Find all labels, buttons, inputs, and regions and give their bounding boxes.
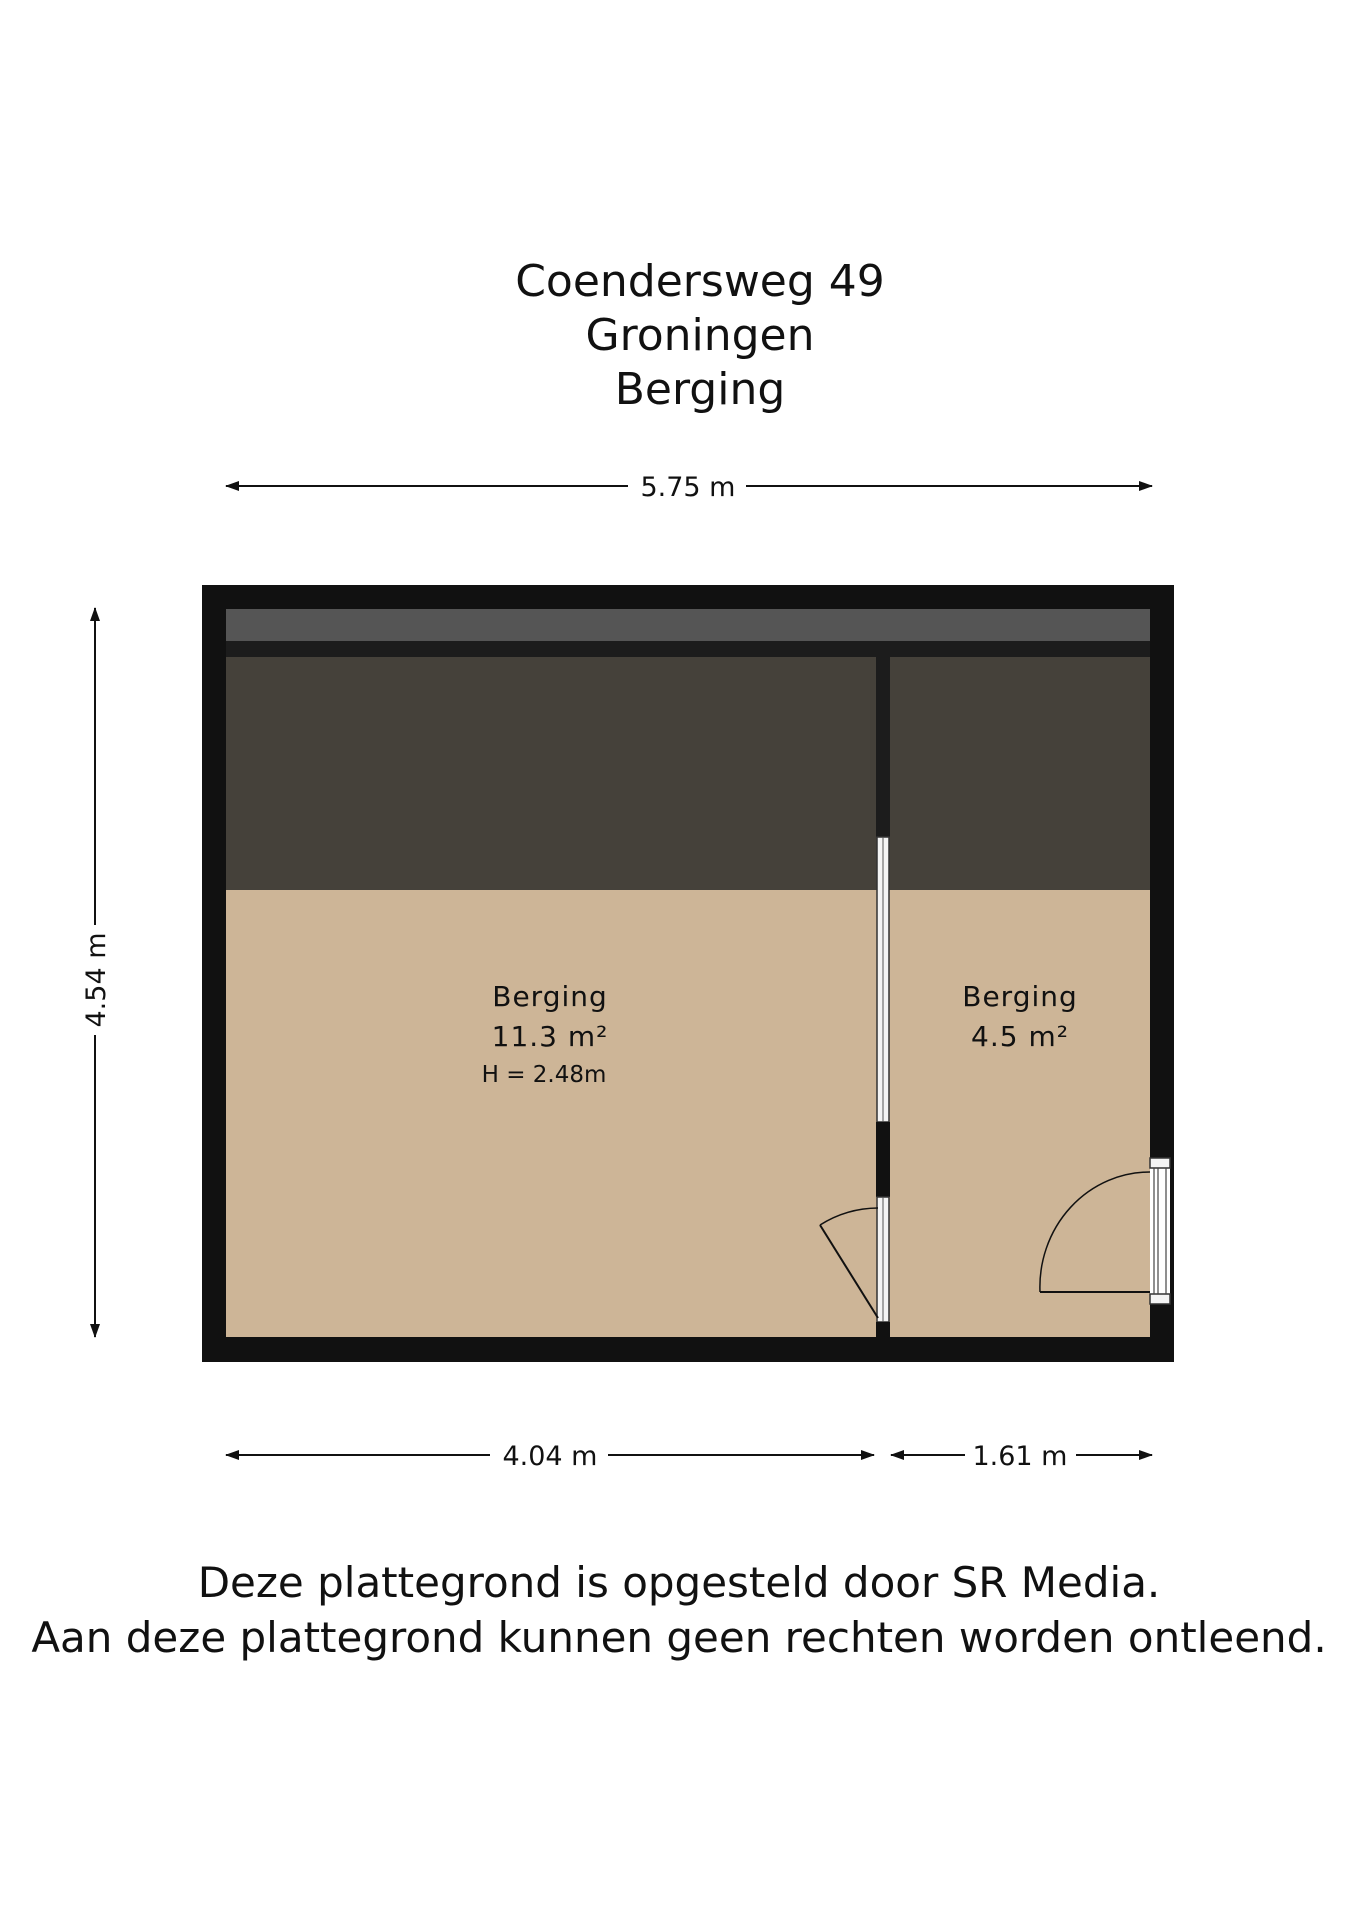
disclaimer-line-2: Aan deze plattegrond kunnen geen rechten worden ontleend. <box>31 1613 1327 1662</box>
top-band <box>226 609 1150 641</box>
room-height-large: H = 2.48m <box>481 1062 607 1088</box>
dimension-right-width <box>891 1441 1152 1472</box>
disclaimer <box>0 1555 1358 1665</box>
room-name-small: Berging <box>962 980 1078 1013</box>
dimension-left-width-label: 4.04 m <box>502 1441 598 1472</box>
beam <box>226 641 1150 657</box>
room-label-large <box>482 980 609 1088</box>
floor-title: Berging <box>614 364 786 415</box>
disclaimer-line-1: Deze plattegrond is opgesteld door SR Media. <box>197 1558 1161 1607</box>
room-area-small: 4.5 m² <box>971 1020 1069 1053</box>
dimension-total-depth-label: 4.54 m <box>81 932 112 1028</box>
partition-wall <box>876 657 890 1337</box>
dimension-left-width <box>226 1441 874 1472</box>
city-title: Groningen <box>585 310 815 361</box>
dimension-right-width-label: 1.61 m <box>972 1441 1068 1472</box>
dimension-total-width <box>226 472 1152 503</box>
dimension-total-depth <box>81 608 112 1337</box>
room-area-large: 11.3 m² <box>491 1020 609 1053</box>
dimension-total-width-label: 5.75 m <box>640 472 736 503</box>
address-title: Coendersweg 49 <box>515 256 885 307</box>
room-name-large: Berging <box>492 980 608 1013</box>
